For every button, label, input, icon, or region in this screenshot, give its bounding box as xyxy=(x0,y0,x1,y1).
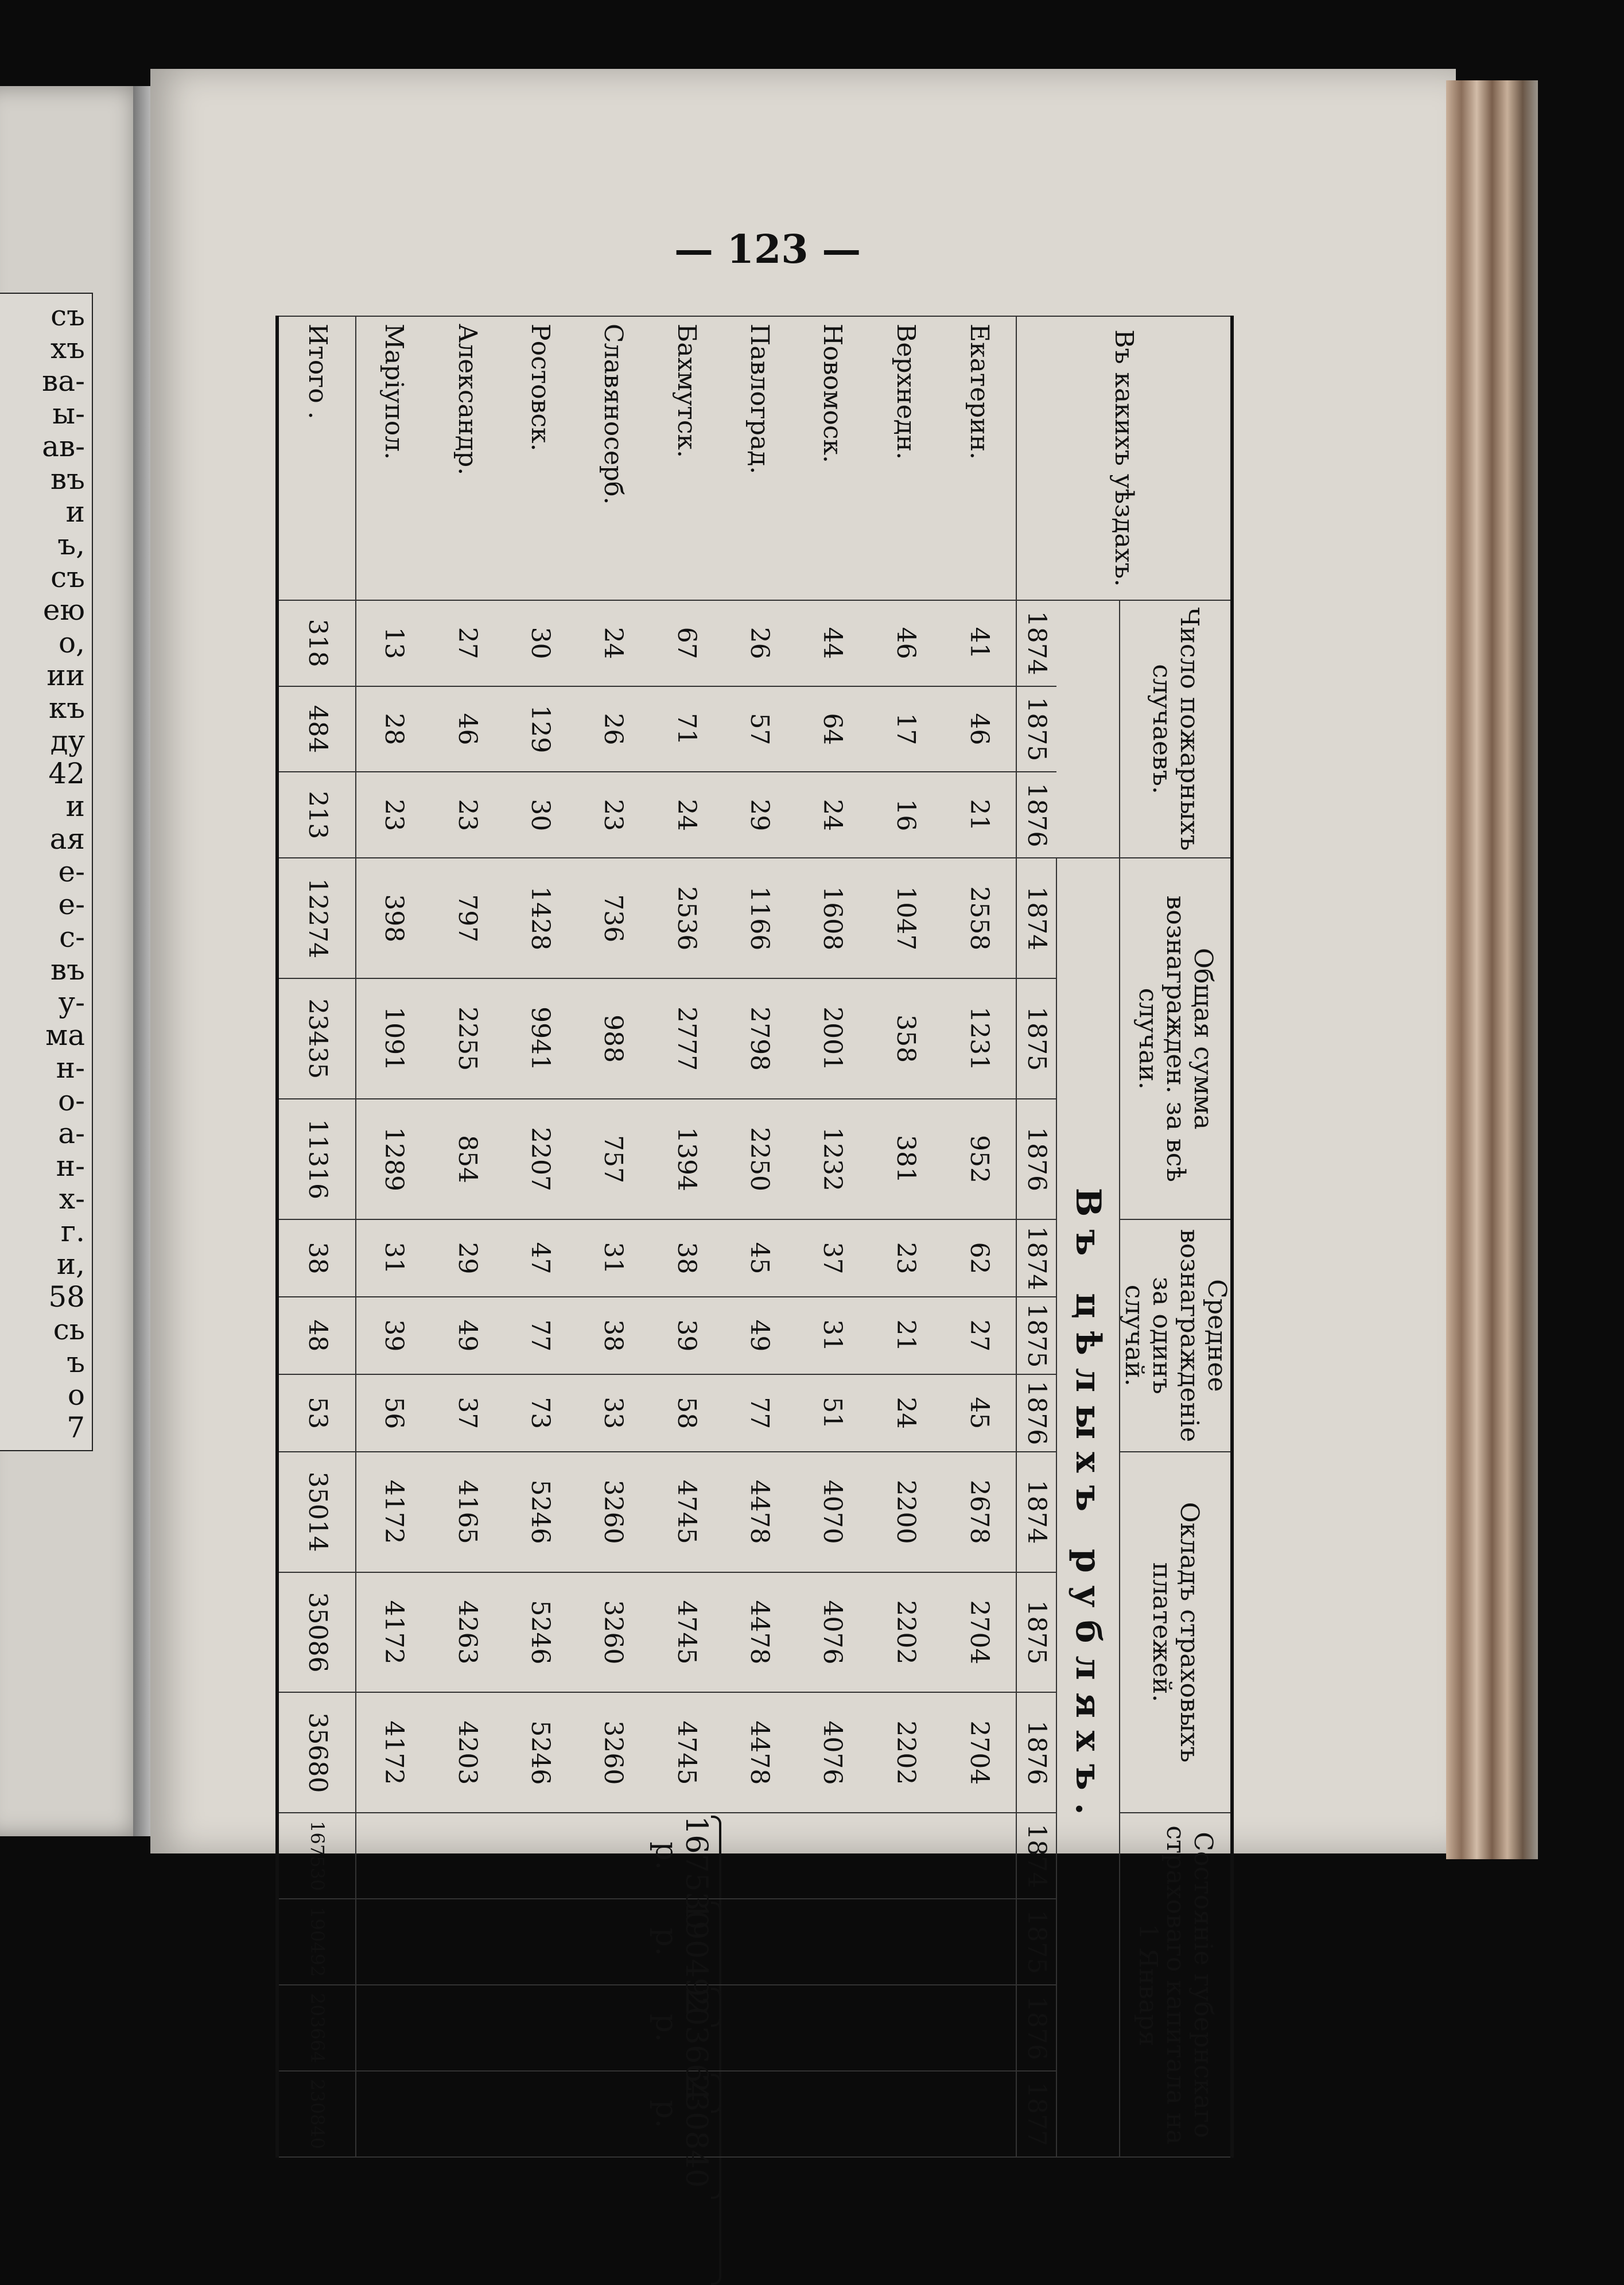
total-reward: 2001 xyxy=(796,978,869,1099)
left-page-fragment: ии xyxy=(46,659,85,692)
left-page-fragment: о xyxy=(67,1378,85,1412)
avg-reward: 49 xyxy=(722,1297,795,1374)
avg-reward: 33 xyxy=(577,1374,650,1452)
left-page-fragment: ъ, xyxy=(57,528,85,561)
year-header: 1874 xyxy=(1016,858,1056,978)
year-header: 1874 xyxy=(1016,1452,1056,1572)
year-header: 1875 xyxy=(1016,1297,1056,1374)
left-page-fragment: а- xyxy=(58,1117,85,1150)
left-page-fragment: въ xyxy=(50,953,85,986)
district-name: Александр. xyxy=(430,316,503,600)
total-reward: 2255 xyxy=(430,978,503,1099)
fires-count: 64 xyxy=(796,686,869,772)
fires-count: 30 xyxy=(503,600,576,686)
total-reward: 1428 xyxy=(503,858,576,978)
fires-count: 46 xyxy=(869,600,942,686)
avg-reward: 21 xyxy=(869,1297,942,1374)
premium: 2704 xyxy=(942,1572,1016,1693)
left-page-fragment: 7 xyxy=(67,1411,85,1444)
year-header: 1875 xyxy=(1016,1899,1056,1985)
avg-reward: 31 xyxy=(356,1219,430,1297)
avg-reward: 31 xyxy=(796,1297,869,1374)
left-page-fragment: н- xyxy=(56,1149,85,1183)
premium: 4172 xyxy=(356,1692,430,1813)
left-page-fragment: ая xyxy=(49,822,85,856)
premium: 4076 xyxy=(796,1572,869,1693)
premium: 2678 xyxy=(942,1452,1016,1572)
avg-reward: 39 xyxy=(356,1297,430,1374)
left-page-fragment: и xyxy=(65,790,85,823)
fires-count: 67 xyxy=(650,600,722,686)
total-reward: 1289 xyxy=(356,1099,430,1219)
total-reward: 854 xyxy=(430,1099,503,1219)
district-name: Екатерин. xyxy=(942,316,1016,600)
left-page-fragment: х- xyxy=(59,1182,85,1215)
header-capital: Состояніе губернскаго страховаго капитала на 1 Января xyxy=(1120,1813,1232,2157)
avg-reward: 56 xyxy=(356,1374,430,1452)
avg-reward: 62 xyxy=(942,1219,1016,1297)
total-reward: 757 xyxy=(577,1099,650,1219)
premium: 4165 xyxy=(430,1452,503,1572)
avg-reward: 49 xyxy=(430,1297,503,1374)
total-reward: 1231 xyxy=(942,978,1016,1099)
capital-cell xyxy=(356,1813,1016,1930)
total-reward: 381 xyxy=(869,1099,942,1219)
total-label: Итого . xyxy=(277,316,356,600)
avg-reward: 47 xyxy=(503,1219,576,1297)
left-page-fragment: о- xyxy=(58,1084,85,1117)
avg-reward: 27 xyxy=(942,1297,1016,1374)
header-rubles-banner: Въ цѣлыхъ рубляхъ. xyxy=(1056,858,1120,2157)
premium: 2202 xyxy=(869,1572,942,1693)
header-avg-reward: Среднее вознагражденіе за одинъ случай. xyxy=(1120,1219,1232,1452)
year-header: 1874 xyxy=(1016,600,1056,686)
total-reward: 9941 xyxy=(503,978,576,1099)
fires-count: 41 xyxy=(942,600,1016,686)
avg-reward: 77 xyxy=(503,1297,576,1374)
total-reward: 358 xyxy=(869,978,942,1099)
capital-cell xyxy=(356,1899,1016,2016)
left-page-fragment: ду xyxy=(50,724,85,757)
left-page-fragment: н- xyxy=(56,1051,85,1085)
year-header: 1875 xyxy=(1016,978,1056,1099)
fires-count: 46 xyxy=(430,686,503,772)
total-reward: 988 xyxy=(577,978,650,1099)
year-header: 1875 xyxy=(1016,1572,1056,1693)
total-fires: 484 xyxy=(277,686,356,772)
avg-reward: 37 xyxy=(430,1374,503,1452)
left-page-fragment: ъ xyxy=(67,1346,85,1379)
fires-count: 24 xyxy=(650,772,722,858)
year-header: 1877 xyxy=(1016,2071,1056,2157)
left-page-fragment: ва- xyxy=(42,364,85,398)
left-page-fragment: ав- xyxy=(42,430,85,463)
fires-count: 28 xyxy=(356,686,430,772)
left-page-fragment: 42 xyxy=(48,757,85,790)
fires-count: 16 xyxy=(869,772,942,858)
total-reward: 1166 xyxy=(722,858,795,978)
fires-count: 129 xyxy=(503,686,576,772)
fires-count: 26 xyxy=(722,600,795,686)
header-district: Въ какихъ уѣздахъ. xyxy=(1016,316,1232,600)
fires-count: 24 xyxy=(577,600,650,686)
capital-label: 203664 р. xyxy=(648,1988,713,2102)
total-row xyxy=(277,316,356,2157)
year-header: 1876 xyxy=(1016,1692,1056,1813)
avg-reward: 45 xyxy=(942,1374,1016,1452)
premium: 3260 xyxy=(577,1692,650,1813)
left-page-fragment: о, xyxy=(59,626,85,659)
left-page-fragment: ы- xyxy=(52,397,85,430)
year-header: 1876 xyxy=(1016,772,1056,858)
premium: 4076 xyxy=(796,1692,869,1813)
premium: 5246 xyxy=(503,1572,576,1693)
total-fires: 318 xyxy=(277,600,356,686)
district-name: Новомоск. xyxy=(796,316,869,600)
fires-count: 71 xyxy=(650,686,722,772)
total-reward: 1394 xyxy=(650,1099,722,1219)
avg-reward: 77 xyxy=(722,1374,795,1452)
total-reward: 398 xyxy=(356,858,430,978)
total-reward: 1047 xyxy=(869,858,942,978)
premium: 2704 xyxy=(942,1692,1016,1813)
total-reward-sum: 23435 xyxy=(277,978,356,1099)
premium: 3260 xyxy=(577,1452,650,1572)
avg-reward: 31 xyxy=(577,1219,650,1297)
header-premium: Окладъ страховыхъ платежей. xyxy=(1120,1452,1232,1813)
total-reward: 2558 xyxy=(942,858,1016,978)
total-reward: 952 xyxy=(942,1099,1016,1219)
fires-count: 17 xyxy=(869,686,942,772)
district-name: Ростовск. xyxy=(503,316,576,600)
left-page-fragment: ма xyxy=(45,1019,85,1052)
fires-count: 44 xyxy=(796,600,869,686)
left-page-fragment: г. xyxy=(60,1215,85,1248)
avg-reward: 39 xyxy=(650,1297,722,1374)
total-premium: 35680 xyxy=(277,1692,356,1813)
premium: 4478 xyxy=(722,1572,795,1693)
fires-count: 27 xyxy=(430,600,503,686)
premium: 4172 xyxy=(356,1572,430,1693)
total-capital: 203664 xyxy=(277,1985,356,2071)
premium: 4203 xyxy=(430,1692,503,1813)
fires-count: 57 xyxy=(722,686,795,772)
total-reward: 797 xyxy=(430,858,503,978)
premium: 4745 xyxy=(650,1692,722,1813)
left-page-fragment: въ xyxy=(50,463,85,496)
avg-reward: 29 xyxy=(430,1219,503,1297)
premium: 4070 xyxy=(796,1452,869,1572)
premium: 5246 xyxy=(503,1452,576,1572)
left-page-fragment: и xyxy=(65,495,85,528)
avg-reward: 38 xyxy=(577,1297,650,1374)
premium: 2200 xyxy=(869,1452,942,1572)
total-reward: 1232 xyxy=(796,1099,869,1219)
fires-count: 24 xyxy=(796,772,869,858)
total-reward: 2250 xyxy=(722,1099,795,1219)
book-page-edges xyxy=(1446,80,1538,1859)
total-avg: 53 xyxy=(277,1374,356,1452)
premium: 4478 xyxy=(722,1452,795,1572)
premium: 4745 xyxy=(650,1452,722,1572)
left-page-fragment: е- xyxy=(58,855,85,888)
premium: 4478 xyxy=(722,1692,795,1813)
total-reward: 2207 xyxy=(503,1099,576,1219)
total-reward: 2777 xyxy=(650,978,722,1099)
district-name: Маріупол. xyxy=(356,316,430,600)
year-header: 1874 xyxy=(1016,1813,1056,1899)
year-header: 1876 xyxy=(1016,1099,1056,1219)
capital-label: 230840 р. xyxy=(648,2073,713,2188)
fires-count: 23 xyxy=(430,772,503,858)
left-page-fragment: съ xyxy=(50,561,85,594)
year-header: 1876 xyxy=(1016,1374,1056,1452)
left-page-fragment: съ xyxy=(50,299,85,332)
district-name: Бахмутск. xyxy=(650,316,722,600)
left-page-fragment: е- xyxy=(58,888,85,921)
premium: 3260 xyxy=(577,1572,650,1693)
total-fires: 213 xyxy=(277,772,356,858)
header-fires: Число пожарныхъ случаевъ. xyxy=(1120,600,1232,858)
left-page-fragment: 58 xyxy=(48,1280,85,1314)
premium: 2202 xyxy=(869,1692,942,1813)
district-name: Верхнедн. xyxy=(869,316,942,600)
capital-label: 190492 р. xyxy=(648,1902,713,2016)
left-page-fragment: и, xyxy=(56,1248,85,1281)
total-reward: 2536 xyxy=(650,858,722,978)
left-page-fragment: ею xyxy=(42,593,85,627)
year-header: 1876 xyxy=(1016,1985,1056,2071)
fires-count: 13 xyxy=(356,600,430,686)
fires-count: 23 xyxy=(577,772,650,858)
left-page-fragment: къ xyxy=(48,691,85,725)
total-reward-sum: 11316 xyxy=(277,1099,356,1219)
fire-insurance-table xyxy=(275,316,1234,2188)
total-avg: 38 xyxy=(277,1219,356,1297)
total-capital: 230840 xyxy=(277,2071,356,2157)
total-reward: 1091 xyxy=(356,978,430,1099)
left-page-fragment: у- xyxy=(58,986,85,1019)
capital-cell xyxy=(356,2071,1016,2188)
fires-count: 21 xyxy=(942,772,1016,858)
left-page-fragment: хъ xyxy=(50,332,85,365)
capital-label: 167530 р. xyxy=(648,1816,713,1930)
total-avg: 48 xyxy=(277,1297,356,1374)
premium: 5246 xyxy=(503,1692,576,1813)
left-page-fragment: сь xyxy=(53,1313,85,1346)
avg-reward: 23 xyxy=(869,1219,942,1297)
avg-reward: 45 xyxy=(722,1219,795,1297)
fires-count: 30 xyxy=(503,772,576,858)
total-capital: 167530 xyxy=(277,1813,356,1899)
total-reward-sum: 12274 xyxy=(277,858,356,978)
fires-count: 26 xyxy=(577,686,650,772)
table-row xyxy=(942,316,1016,2157)
fires-count: 23 xyxy=(356,772,430,858)
fires-count: 46 xyxy=(942,686,1016,772)
premium: 4263 xyxy=(430,1572,503,1693)
header-total-reward: Общая сумма вознагражден. за всѣ случаи. xyxy=(1120,858,1232,1219)
year-header: 1874 xyxy=(1016,1219,1056,1297)
total-reward: 2798 xyxy=(722,978,795,1099)
premium: 4745 xyxy=(650,1572,722,1693)
total-capital: 190492 xyxy=(277,1899,356,1985)
avg-reward: 73 xyxy=(503,1374,576,1452)
total-reward: 1608 xyxy=(796,858,869,978)
premium: 4172 xyxy=(356,1452,430,1572)
capital-cell xyxy=(356,1985,1016,2102)
total-premium: 35086 xyxy=(277,1572,356,1693)
avg-reward: 38 xyxy=(650,1219,722,1297)
page-number: — 123 — xyxy=(674,227,861,273)
avg-reward: 24 xyxy=(869,1374,942,1452)
avg-reward: 51 xyxy=(796,1374,869,1452)
district-name: Славяносерб. xyxy=(577,316,650,600)
district-name: Павлоград. xyxy=(722,316,795,600)
total-reward: 736 xyxy=(577,858,650,978)
avg-reward: 37 xyxy=(796,1219,869,1297)
avg-reward: 58 xyxy=(650,1374,722,1452)
year-header: 1875 xyxy=(1016,686,1056,772)
fires-count: 29 xyxy=(722,772,795,858)
total-premium: 35014 xyxy=(277,1452,356,1572)
left-page-fragment: с- xyxy=(59,920,85,954)
